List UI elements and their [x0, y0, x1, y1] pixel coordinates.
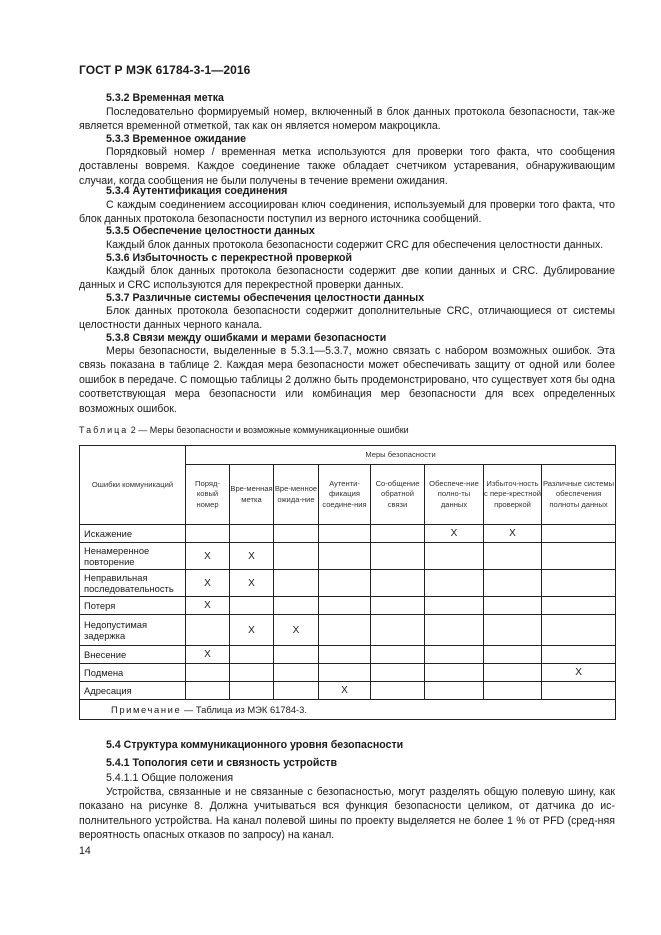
table-cell: [230, 682, 274, 700]
heading-5-3-5: 5.3.5 Обеспечение целостности данных: [106, 225, 315, 237]
table-cell: X: [425, 525, 484, 543]
paragraph-5-3-4: С каждым соединением ассоциирован ключ соединения, используемый для проверки того факта, что блок данных протокола безопасности поступил из верного источника сообщений.: [79, 199, 615, 226]
table-caption-word: Таблица: [79, 425, 129, 435]
table-cell: [425, 570, 484, 597]
paragraph-5-3-7: Блок данных протокола безопасности содержит дополнительные CRC, отличающиеся от системы целостности данных черного канала.: [79, 305, 615, 332]
paragraph-5-3-3: Порядковый номер / временная метка используются для проверки того факта, что сообщения доставлены вовремя. Каждое соединение также обладает счетчиком устаревания, обнаруживающим случаи, когда сообщения не были получены в течение времени ожидания.: [79, 146, 615, 187]
table-cell: [542, 570, 616, 597]
table-cell: [484, 543, 542, 570]
row-label: Ненамеренное повторение: [80, 543, 186, 570]
heading-5-3-8: 5.3.8 Связи между ошибками и мерами безопасности: [106, 332, 387, 344]
table-cell: [425, 615, 484, 646]
table-cell: [484, 664, 542, 682]
column-header: Различные системы обеспечения полноты данных: [542, 465, 616, 525]
table-cell: [542, 646, 616, 664]
table-cell: [319, 543, 371, 570]
table-cell: [371, 646, 425, 664]
row-label: Искажение: [80, 525, 186, 543]
row-label: Потеря: [80, 597, 186, 615]
table-cell: [371, 525, 425, 543]
table-cell: [484, 570, 542, 597]
table-note-row: [80, 700, 616, 720]
heading-5-3-2: 5.3.2 Временная метка: [106, 92, 224, 104]
table-cell: [425, 597, 484, 615]
paragraph-5-3-8: Меры безопасности, выделенные в 5.3.1—5.3.7, можно связать с набором возможных ошибок. Эта связь показана в таблице 2. Каждая мера безопасности может обеспечивать защиту от одной или более ошибок в передаче. С помощью таблицы 2 должно быть продемонстрировано, что существует хотя бы одна соответствующая мера безопасности или комбинация мер безопасности для всех определенных возможных ошибок.: [79, 345, 615, 415]
paragraph-5-3-2: Последовательно формируемый номер, включенный в блок данных протокола безопасности, так-же является временной отметкой, так как он является номером макроцикла.: [79, 106, 615, 133]
table-cell: [371, 664, 425, 682]
table-cell: [425, 646, 484, 664]
table-cell: [274, 525, 319, 543]
table-cell: X: [186, 646, 230, 664]
table-cell: [186, 682, 230, 700]
table-cell: [484, 682, 542, 700]
column-header: Вре-менная метка: [230, 465, 274, 525]
table-cell: [371, 570, 425, 597]
table-cell: [371, 543, 425, 570]
table-cell: X: [230, 615, 274, 646]
table-cell: X: [274, 615, 319, 646]
table-cell: [230, 664, 274, 682]
row-label: Недопустимая задержка: [80, 615, 186, 646]
table-cell: X: [186, 597, 230, 615]
table-note: [80, 700, 616, 720]
table-cell: [274, 646, 319, 664]
column-header: Вре-менное ожида-ние: [274, 465, 319, 525]
table-cell: X: [186, 543, 230, 570]
column-header: Со-общение обратной связи: [371, 465, 425, 525]
table-cell: [484, 615, 542, 646]
heading-5-4: 5.4 Структура коммуникационного уровня безопасности: [106, 739, 404, 751]
table-cell: X: [484, 525, 542, 543]
table-row: [80, 615, 616, 646]
table-row: [80, 543, 616, 570]
heading-5-4-1-1: 5.4.1.1 Общие положения: [106, 772, 234, 784]
table-cell: [484, 597, 542, 615]
table-cell: [425, 664, 484, 682]
page-number: 14: [79, 845, 91, 857]
table-row: [80, 570, 616, 597]
table-note-text: — Таблица из МЭК 61784-3.: [181, 704, 307, 715]
heading-5-3-6: 5.3.6 Избыточность с перекрестной проверкой: [106, 252, 353, 264]
table-cell: X: [542, 664, 616, 682]
table-cell: [319, 597, 371, 615]
row-label: Неправильная последовательность: [80, 570, 186, 597]
safety-measures-table: [79, 445, 616, 720]
table-cell: X: [230, 570, 274, 597]
row-label: Адресация: [80, 682, 186, 700]
table-cell: [230, 597, 274, 615]
table-cell: X: [186, 570, 230, 597]
table-caption: [79, 425, 409, 435]
table-cell: [542, 525, 616, 543]
table-cell: [425, 682, 484, 700]
group-header-cell: Меры безопасности: [186, 446, 616, 465]
table-cell: [542, 543, 616, 570]
paragraph-5-3-5: Каждый блок данных протокола безопасности содержит CRC для обеспечения целостности данных.: [106, 239, 604, 251]
table-cell: [230, 646, 274, 664]
table-cell: [542, 615, 616, 646]
table-cell: [425, 543, 484, 570]
row-label: Внесение: [80, 646, 186, 664]
table-row: [80, 597, 616, 615]
table-cell: [371, 597, 425, 615]
heading-5-3-7: 5.3.7 Различные системы обеспечения целостности данных: [106, 292, 425, 304]
heading-5-3-3: 5.3.3 Временное ожидание: [106, 133, 246, 145]
column-header: Обеспече-ние полно-ты данных: [425, 465, 484, 525]
heading-5-4-1: 5.4.1 Топология сети и связность устройств: [106, 757, 337, 769]
table-cell: [186, 525, 230, 543]
row-label: Подмена: [80, 664, 186, 682]
table-cell: [274, 597, 319, 615]
table-cell: [319, 646, 371, 664]
table-cell: [274, 543, 319, 570]
table-cell: [186, 615, 230, 646]
table-row: [80, 664, 616, 682]
table-row: [80, 682, 616, 700]
table-cell: [371, 682, 425, 700]
table-cell: [319, 664, 371, 682]
table-cell: [371, 615, 425, 646]
table-cell: [542, 597, 616, 615]
table-row: [80, 646, 616, 664]
table-cell: [186, 664, 230, 682]
paragraph-5-4-1-1: Устройства, связанные и не связанные с безопасностью, могут разделять общую полевую шину, как показано на рисунке 8. Должна учитываться вся функция безопасности целиком, от датчика до ис-полнительного устройства. На канал полевой шины по проекту выделяется не более 1 % от PFD (сред-няя вероятность опасных отказов по запросу) на канал.: [79, 786, 615, 842]
table-note-word: Примечание: [111, 704, 182, 715]
table-caption-text: 2 — Меры безопасности и возможные коммуникационные ошибки: [128, 425, 409, 435]
table-cell: [484, 646, 542, 664]
table-cell: [274, 682, 319, 700]
column-header: Поряд-ковый номер: [186, 465, 230, 525]
table-cell: [319, 525, 371, 543]
column-header: Аутенти-фикация соедине-ния: [319, 465, 371, 525]
table-row: [80, 525, 616, 543]
table-cell: [319, 570, 371, 597]
table-cell: [542, 682, 616, 700]
heading-5-3-4: 5.3.4 Аутентификация соединения: [106, 185, 288, 197]
document-header: ГОСТ Р МЭК 61784-3-1—2016: [79, 63, 251, 77]
table-cell: [274, 570, 319, 597]
table-cell: X: [319, 682, 371, 700]
table-cell: [319, 615, 371, 646]
table-cell: [230, 525, 274, 543]
table-cell: [274, 664, 319, 682]
row-header-cell: Ошибки коммуникаций: [80, 446, 186, 525]
table-cell: X: [230, 543, 274, 570]
paragraph-5-3-6: Каждый блок данных протокола безопасности содержит две копии данных и CRC. Дублирование данных и CRC используются для перекрестной проверки данных.: [79, 265, 615, 292]
column-header: Избыточ-ность с пере-крестной проверкой: [484, 465, 542, 525]
